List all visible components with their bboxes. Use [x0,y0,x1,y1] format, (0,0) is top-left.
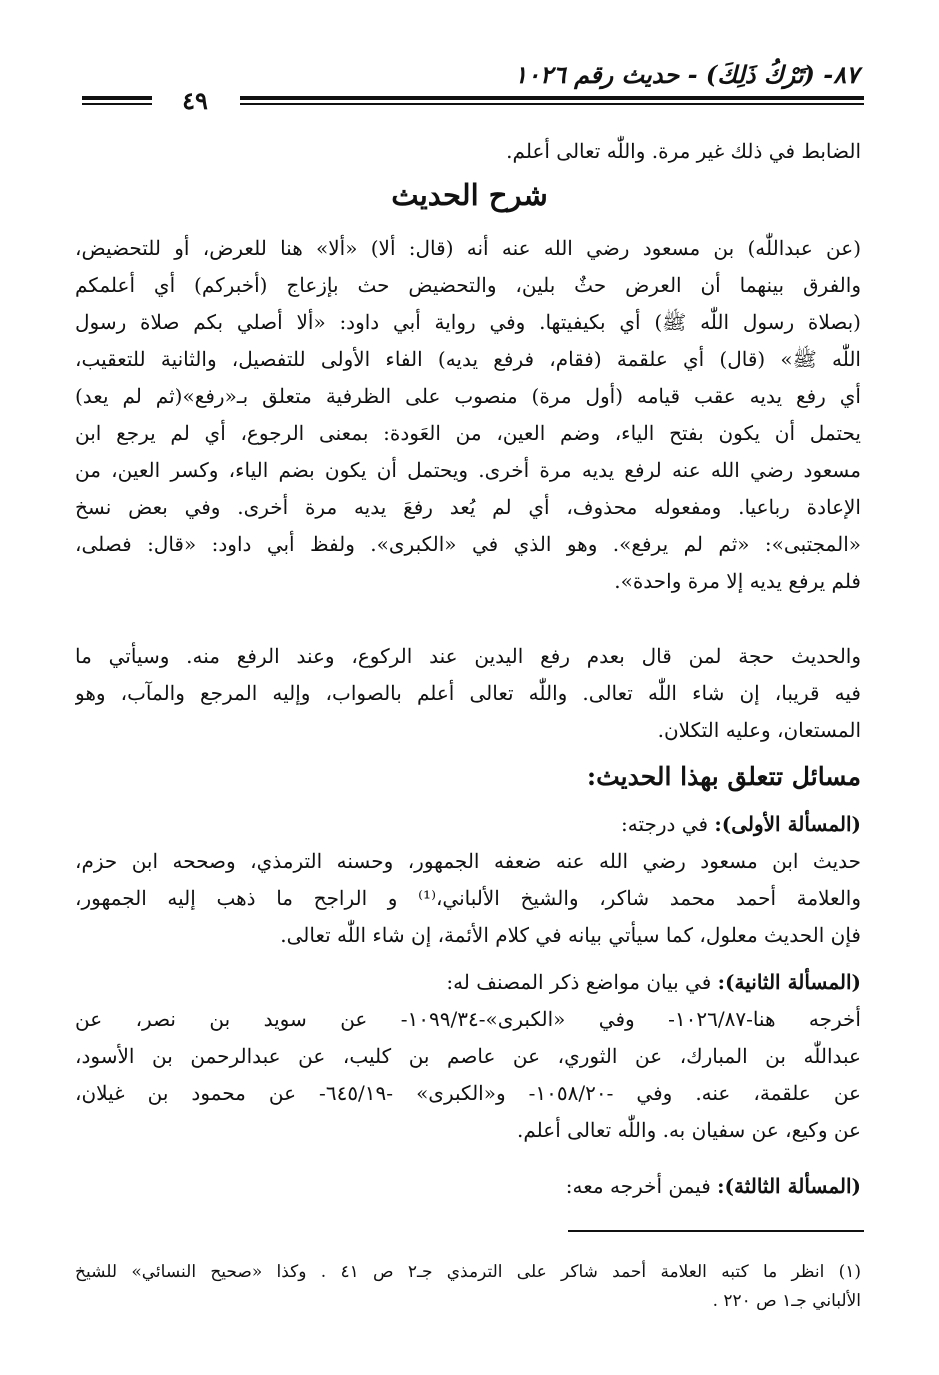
header-rule-left-bottom [82,103,152,105]
issue-1-block [75,806,861,954]
text-line: «المجتبى»: «ثم لم يرفع». وهو الذي في «الكبرى». ولفظ أبي داود: «قال: فصلى، [75,532,861,556]
text-line: (عن عبداللّٰه) بن مسعود رضي الله عنه أنه (قال: ألا) «ألا» هنا للعرض، أو للتحضيض، [75,236,861,260]
text-line: والعلامة أحمد محمد شاكر، والشيخ الألباني،⁽¹⁾ و الراجح ما ذهب إليه الجمهور، [75,886,861,910]
text-line: الضابط في ذلك غير مرة. واللّٰه تعالى أعلم. [506,139,861,163]
text-line: اللّٰه ﷺ» (قال) أي علقمة (فقام، فرفع يديه) الفاء الأولى للتفصيل، والثانية للتعقيب، [75,347,861,371]
page-number: ٤٩ [182,86,208,115]
issue-1-heading [75,806,861,843]
text-line: أخرجه هنا-١٠٢٦/٨٧- وفي «الكبرى»-١٠٩٩/٣٤- عن سويد بن نصر، عن [75,1007,861,1031]
text-line: والفرق بينهما أن العرض حثٌ بلين، والتحضيض حث بإزعاج (أخبركم) أي أعلمكم [75,273,861,297]
text-line: يحتمل أن يكون بفتح الياء، وضم العين، من العَودة: بمعنى الرجوع، أي لم يرجع ابن [75,421,861,445]
footnote-line: الألباني جـ١ ص ٢٢٠ . [712,1291,861,1311]
section-title: شرح الحديث [391,178,548,212]
text-line: المستعان، وعليه التكلان. [657,718,861,742]
text-line: والحديث حجة لمن قال بعدم رفع اليدين عند الركوع، وعند الرفع منه. وسيأتي ما [75,644,861,668]
header-rule-right-top [240,96,864,100]
footnote [75,1258,861,1316]
text-line: عن وكيع، عن سفيان به. واللّٰه تعالى أعلم. [517,1118,861,1142]
issue-3-label: (المسألة الثالثة): [717,1174,861,1198]
header-rule-left-top [82,96,152,100]
text-line: عبداللّٰه بن المبارك، عن الثوري، عن عاصم بن كليب، عن عبدالرحمن بن الأسود، [75,1044,861,1068]
text-line: (بصلاة رسول اللّٰه ﷺ) أي بكيفيتها. وفي رواية أبي داود: «ألا أصلي بكم صلاة رسول [75,310,861,334]
issue-2-label: (المسألة الثانية): [717,970,861,994]
text-line: حديث ابن مسعود رضي الله عنه ضعفه الجمهور، وحسنه الترمذي، وصححه ابن حزم، [75,849,861,873]
footnote-line: (١) انظر ما كتبه العلامة أحمد شاكر على الترمذي جـ٢ ص ٤١ . وكذا «صحيح النسائي» للشيخ [75,1262,861,1282]
header-rule-right-bottom [240,103,864,105]
intro-text [75,133,861,170]
issue-2-title: في بيان مواضع ذكر المصنف له: [446,970,718,994]
commentary-paragraph [75,230,861,600]
issue-1-label: (المسألة الأولى): [714,812,861,836]
text-line: مسعود رضي الله عنه لرفع يديه مرة أخرى. ويحتمل أن يكون بضم الياء، وكسر العين، من [75,458,861,482]
issue-2-heading [75,964,861,1001]
ruling-paragraph [75,638,861,749]
issue-1-title: في درجته: [621,812,715,836]
issue-3-title: فيمن أخرجه معه: [565,1174,718,1198]
text-line: فلم يرفع يديه إلا مرة واحدة». [614,569,861,593]
running-header: ٨٧- (تَرْكُ ذَلِكَ) - حديث رقم ١٠٢٦ [514,60,859,89]
issue-3-heading [75,1168,861,1205]
text-line: أي رفع يديه عقب قيامه (أول مرة) منصوب على الظرفية متعلق بـ«رفع»(ثم لم يعد) [75,384,861,408]
footnote-separator [568,1230,864,1232]
issue-3-block [75,1168,861,1205]
text-line: فإن الحديث معلول، كما سيأتي بيانه في كلام الأئمة، إن شاء اللّٰه تعالى. [280,923,861,947]
text-line: الإعادة رباعيا. ومفعوله محذوف، أي لم يُعد رفعَ يديه مرة أخرى. وفي بعض نسخ [75,495,861,519]
issue-2-block [75,964,861,1149]
text-line: عن علقمة، عنه. وفي -١٠٥٨/٢٠- و«الكبرى» -٦٤٥/١٩- عن محمود بن غيلان، [75,1081,861,1105]
issues-heading: مسائل تتعلق بهذا الحديث: [586,762,861,791]
text-line: فيه قريبا، إن شاء اللّٰه تعالى. واللّٰه تعالى أعلم بالصواب، وإليه المرجع والمآب، وهو [75,681,861,705]
